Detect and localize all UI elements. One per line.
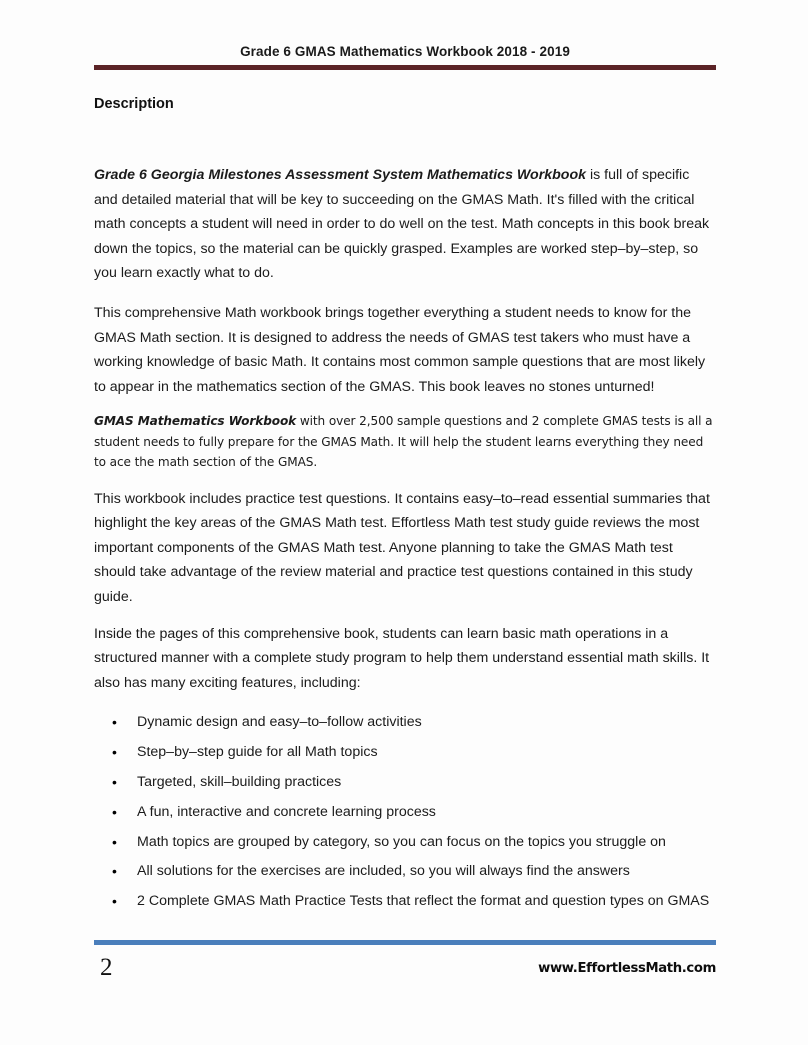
paragraph-features-intro: Inside the pages of this comprehensive book, students can learn basic math operations in a structured manner with a complete study program to help them understand essential math skills. It also has many exciting features, including: bbox=[94, 625, 710, 691]
list-item bbox=[94, 890, 716, 912]
workbook-title-emphasis: GMAS Mathematics Workbook bbox=[94, 414, 297, 429]
header-title: Grade 6 GMAS Mathematics Workbook 2018 - 2019 bbox=[240, 44, 570, 59]
list-item-label: Dynamic design and easy–to–follow activities bbox=[137, 714, 422, 731]
bullet-icon: • bbox=[112, 893, 117, 910]
header-rule bbox=[94, 65, 716, 70]
bullet-icon: • bbox=[112, 833, 117, 850]
book-title-emphasis: Grade 6 Georgia Milestones Assessment System Mathematics Workbook bbox=[94, 167, 587, 183]
footer-row bbox=[94, 953, 716, 987]
list-item-label: Targeted, skill–building practices bbox=[137, 773, 342, 790]
paragraph-sample-questions bbox=[94, 411, 716, 472]
features-list bbox=[94, 711, 716, 912]
list-item-label: Step–by–step guide for all Math topics bbox=[137, 744, 378, 761]
paragraph-practice-tests: This workbook includes practice test questions. It contains easy–to–read essential summaries that highlight the key areas of the GMAS Math test. Effortless Math test study guide reviews the most important components of the GMAS Math test. Anyone planning to take the GMAS Math test should take advantage of the review material and practice test questions contained in this study guide. bbox=[94, 490, 710, 605]
paragraph-intro-text: is full of specific and detailed material that will be key to succeeding on the GMAS Math. It's filled with the critical math concepts a student will need in order to do well on the test. Math concepts in this book break down the topics, so the material can be quickly grasped. Examples are worked step–by–step, so you learn exactly what to do. bbox=[94, 167, 710, 282]
list-item bbox=[94, 801, 716, 823]
paragraph-intro bbox=[94, 163, 716, 286]
footer-rule bbox=[94, 940, 716, 945]
paragraph-comprehensive: This comprehensive Math workbook brings together everything a student needs to know for the GMAS Math section. It is designed to address the needs of GMAS test takers who must have a working knowledge of basic Math. It contains most common sample questions that are most likely to appear in the mathematics section of the GMAS. This book leaves no stones unturned! bbox=[94, 304, 706, 395]
list-item bbox=[94, 860, 716, 882]
list-item-label: Math topics are grouped by category, so you can focus on the topics you struggle on bbox=[137, 833, 666, 850]
bullet-icon: • bbox=[112, 744, 117, 761]
bullet-icon: • bbox=[112, 714, 117, 731]
list-item-label: All solutions for the exercises are included, so you will always find the answers bbox=[137, 863, 630, 880]
page-footer bbox=[94, 940, 716, 987]
list-item bbox=[94, 711, 716, 733]
list-item-label: 2 Complete GMAS Math Practice Tests that reflect the format and question types on GMAS bbox=[137, 893, 710, 910]
footer-website-url: www.EffortlessMath.com bbox=[538, 961, 716, 976]
paragraph-sample-questions-text: with over 2,500 sample questions and 2 complete GMAS tests is all a student needs to fully prepare for the GMAS Math. It will help the student learns everything they need to ace the math section of the GMAS. bbox=[94, 414, 713, 470]
bullet-icon: • bbox=[112, 803, 117, 820]
bullet-icon: • bbox=[112, 863, 117, 880]
bullet-icon: • bbox=[112, 773, 117, 790]
list-item-label: A fun, interactive and concrete learning process bbox=[137, 803, 436, 820]
page-header bbox=[94, 44, 716, 70]
document-body bbox=[94, 163, 716, 920]
list-item bbox=[94, 831, 716, 853]
list-item bbox=[94, 741, 716, 763]
list-item bbox=[94, 771, 716, 793]
page-number: 2 bbox=[100, 954, 113, 981]
section-heading: Description bbox=[94, 96, 174, 112]
